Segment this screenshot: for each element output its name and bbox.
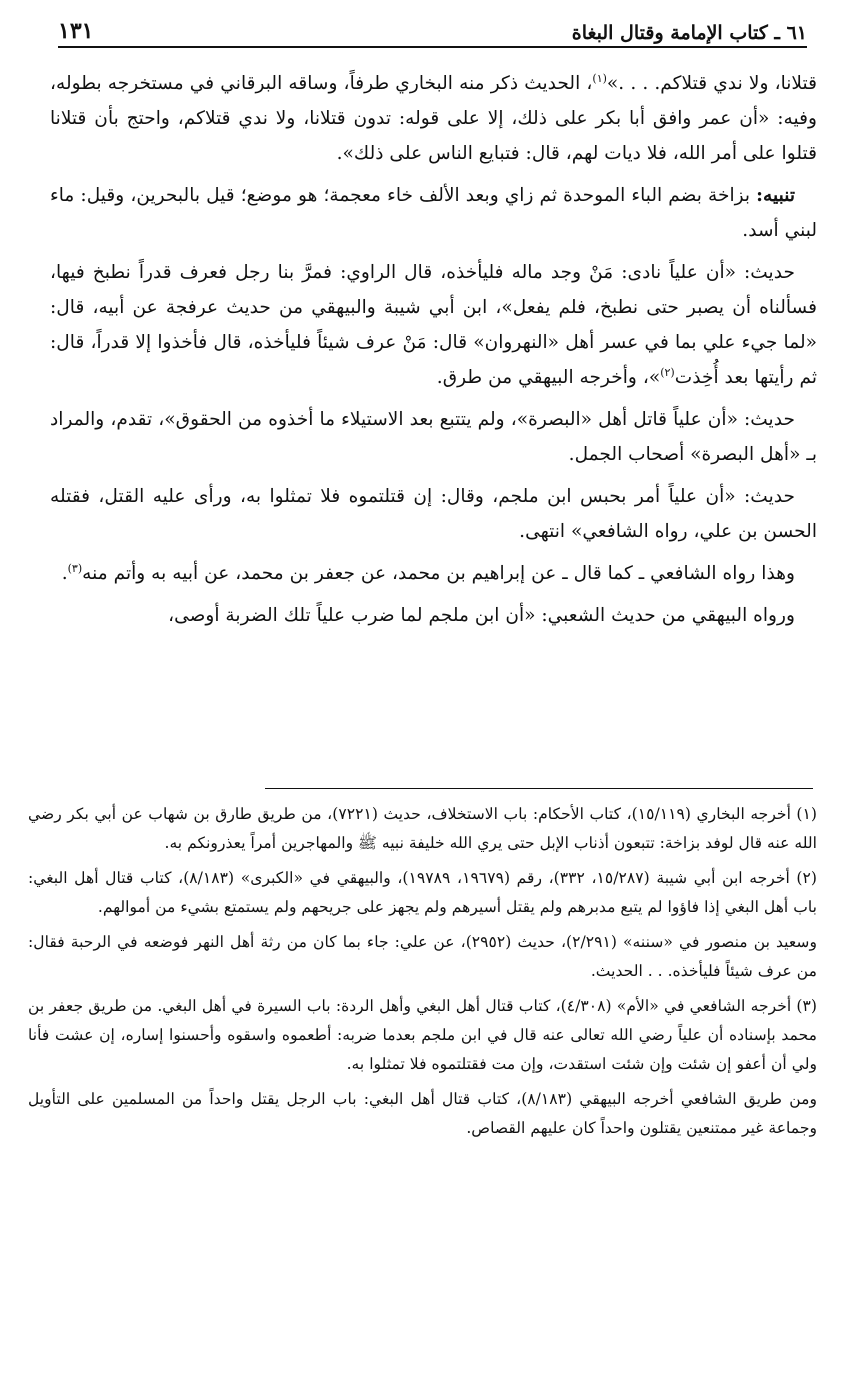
footnote-ref-3: (٣): [67, 561, 83, 575]
footnote-2-continued: وسعيد بن منصور في «سننه» (٢/٢٩١)، حديث (٢٩٥٢)، عن علي: جاء بما كان من رثة أهل النهر فوضعه في الرحبة فقال: من عرف شيئاً فليأخذه. . . الحديث.: [28, 933, 817, 980]
main-text: [50, 66, 817, 640]
paragraph-1-text-b: ، الحديث ذكر منه البخاري طرفاً، وساقه البرقاني في مستخرجه بطوله، وفيه: «أن عمر وافق أبا بكر على ذلك، إلا على قوله: تدون قتلانا، ولا ندي قتلاكم، واحتج بأن قتلانا قتلوا على أمر الله، فلا ديات لهم، قال: فتبايع الناس على ذلك».: [50, 73, 817, 164]
paragraph-shafii: [50, 556, 817, 591]
paragraph-hadith-1: [50, 255, 817, 395]
paragraph-note: [50, 178, 817, 248]
footnote-3: (٣) أخرجه الشافعي في «الأم» (٤/٣٠٨)، كتاب قتال أهل البغي وأهل الردة: باب السيرة في أهل البغي. من طريق جعفر بن محمد بإسناده أن علياً رضي الله تعالى عنه قال في ابن ملجم بعدما ضربه: أطعموه واسقوه وأحسنوا إساره، إن عشت فأنا ولي أن أعفو إن شئت وإن شئت استقدت، وإن مت فقتلتموه فلا تمثلوا به.: [28, 997, 817, 1073]
paragraph-1-text-a: قتلانا، ولا ندي قتلاكم. . . .»: [606, 73, 818, 94]
paragraph-bayhaqi: ورواه البيهقي من حديث الشعبي: «أن ابن ملجم لما ضرب علياً تلك الضربة أوصى،: [168, 605, 795, 626]
footnote-2: (٢) أخرجه ابن أبي شيبة (١٥/٢٨٧، ٣٣٢)، رقم (١٩٦٧٩، ١٩٧٨٩)، والبيهقي في «الكبرى» (٨/١٨٣)، كتاب قتال أهل البغي: باب أهل البغي إذا فاؤوا لم يتبع مدبرهم ولم يقتل أسيرهم ولم يجهز على جريحهم ولم يستمتع بشيء من أموالهم.: [28, 869, 817, 916]
paragraph-hadith-2: حديث: «أن علياً قاتل أهل «البصرة»، ولم يتتبع بعد الاستيلاء ما أخذوه من الحقوق»، تقدم، والمراد بـ «أهل البصرة» أصحاب الجمل.: [50, 409, 817, 465]
hadith-1-text-a: حديث: «أن علياً نادى: مَنْ وجد ماله فليأخذه، قال الراوي: فمرَّ بنا رجل فعرف قدراً نطبخ فيها، فسألناه أن يصبر حتى نطبخ، فلم يفعل»، ابن أبي شيبة والبيهقي من حديث عرفجة عن أبيه، قال: «لما جيء علي بما في عسر أهل «النهروان» قال: مَنْ عرف شيئاً فليأخذه، قال فأخذوا إلا قدراً، قال: ثم رأيتها بعد أُخِذت: [50, 262, 817, 388]
note-label: تنبيه:: [756, 185, 795, 206]
page-number: ١٣١: [58, 18, 94, 44]
shafii-text-b: .: [61, 563, 68, 584]
footnotes: [28, 800, 817, 1149]
footnote-1: (١) أخرجه البخاري (١٥/١١٩)، كتاب الأحكام: باب الاستخلاف، حديث (٧٢٢١)، من طريق طارق بن شهاب عن أبي بكر رضي الله عنه قال لوفد بزاخة: تتبعون أذناب الإبل حتى يري الله خليفة نبيه ﷺ والمهاجرين أمراً يعذرونكم به.: [28, 805, 817, 852]
footnote-separator: [265, 788, 813, 789]
shafii-text-a: وهذا رواه الشافعي ـ كما قال ـ عن إبراهيم بن محمد، عن جعفر بن محمد، عن أبيه به وأتم منه: [82, 563, 795, 584]
paragraph-hadith-3: حديث: «أن علياً أمر بحبس ابن ملجم، وقال: إن قتلتموه فلا تمثلوا به، ورأى عليه القتل، فقتله الحسن بن علي، رواه الشافعي» انتهى.: [50, 486, 817, 542]
note-text: بزاخة بضم الباء الموحدة ثم زاي وبعد الألف خاء معجمة؛ هو موضع؛ قيل بالبحرين، وقيل: ماء لبني أسد.: [50, 185, 817, 241]
hadith-1-text-b: »، وأخرجه البيهقي من طرق.: [436, 367, 661, 388]
footnote-3-continued: ومن طريق الشافعي أخرجه البيهقي (٨/١٨٣)، كتاب قتال أهل البغي: باب الرجل يقتل واحداً من المسلمين على التأويل وجماعة غير ممتنعين يقتلون واحداً كان عليهم القصاص.: [28, 1090, 817, 1137]
running-header: [58, 14, 807, 48]
footnote-ref-2: (٢): [660, 365, 675, 379]
paragraph-1: [50, 66, 817, 171]
header-title: ٦١ ـ كتاب الإمامة وقتال البغاة: [571, 22, 807, 44]
footnote-ref-1: (١): [592, 71, 607, 85]
